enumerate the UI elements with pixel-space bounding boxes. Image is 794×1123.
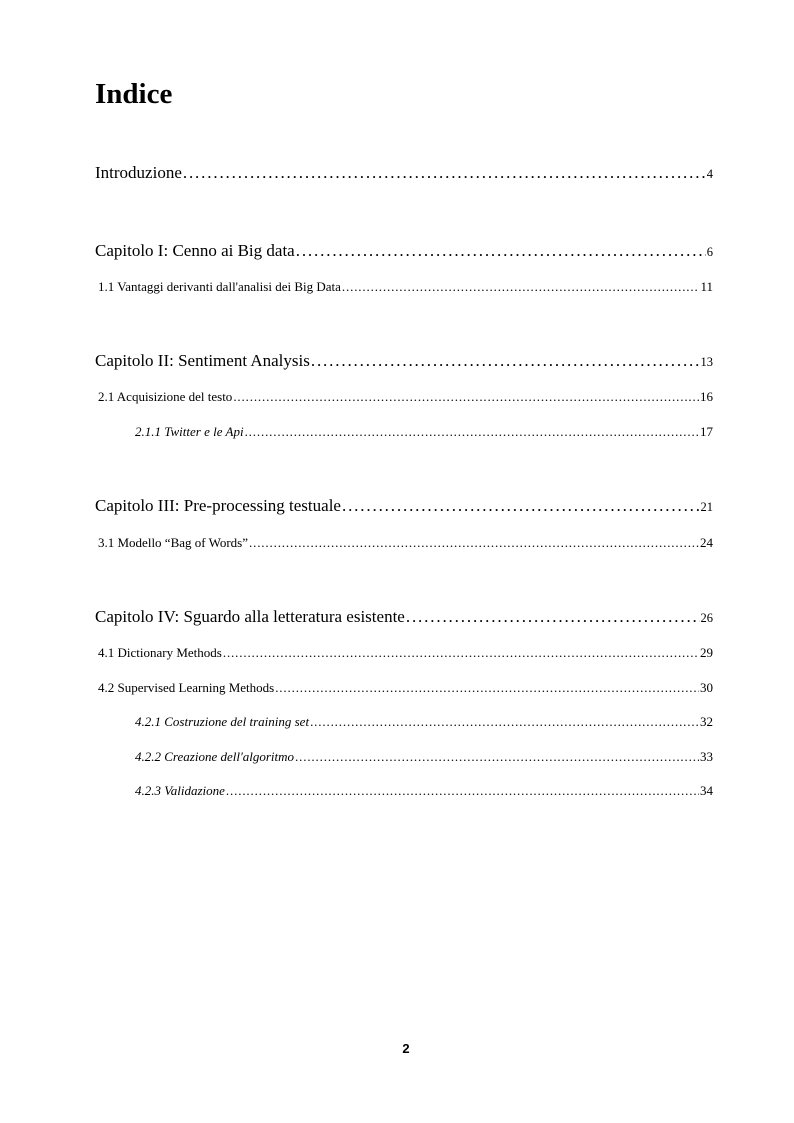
toc-leader [296,241,706,261]
toc-label: Introduzione [95,163,182,182]
toc-entry-subsection-4-2-1[interactable] [135,714,713,730]
toc-label: 4.2 Supervised Learning Methods [98,680,275,695]
toc-label: Capitolo I: Cenno ai Big data [95,241,295,260]
toc-label: 2.1 Acquisizione del testo [98,389,233,404]
toc-leader [342,279,700,295]
toc-entry-subsection-4-2-2[interactable] [135,749,713,765]
toc-label: 1.1 Vantaggi derivanti dall'analisi dei Big Data [98,279,341,294]
toc-leader [223,645,699,661]
toc-page-number: 29 [700,645,713,660]
toc-entry-introduzione[interactable] [95,163,713,184]
toc-page-number: 4 [706,167,713,181]
toc-entry-section-1-1[interactable] [98,279,713,295]
toc-page-number: 6 [706,245,713,259]
toc-entry-chapter-2[interactable] [95,351,713,372]
toc-leader [311,351,700,371]
toc-label: 4.1 Dictionary Methods [98,645,222,660]
toc-page-number: 24 [700,535,713,550]
toc-entry-chapter-3[interactable] [95,496,713,517]
toc-page-number: 13 [700,355,713,369]
toc-leader [342,496,700,516]
toc-label: 3.1 Modello “Bag of Words” [98,535,248,550]
toc-leader [233,389,699,405]
toc-leader [183,163,706,183]
toc-leader [310,714,699,730]
toc-page-number: 16 [700,389,713,404]
toc-label: Capitolo IV: Sguardo alla letteratura esistente [95,607,405,626]
toc-page-number: 32 [700,714,713,729]
toc-page-number: 34 [700,783,713,798]
toc-leader [226,783,699,799]
toc-leader [406,607,700,627]
page-title: Indice [95,78,173,110]
toc-entry-section-4-1[interactable] [98,645,713,661]
toc-leader [249,535,699,551]
toc-label: 2.1.1 Twitter e le Api [135,424,244,439]
toc-page-number: 26 [700,611,713,625]
toc-page-number: 11 [700,279,713,294]
toc-label: Capitolo III: Pre-processing testuale [95,496,341,515]
toc-entry-chapter-4[interactable] [95,607,713,628]
toc-entry-section-3-1[interactable] [98,535,713,551]
toc-label: 4.2.3 Validazione [135,783,225,798]
toc-entry-subsection-2-1-1[interactable] [135,424,713,440]
toc-label: Capitolo II: Sentiment Analysis [95,351,310,370]
toc-label: 4.2.2 Creazione dell'algoritmo [135,749,295,764]
toc-page-number: 17 [700,424,713,439]
toc-leader [245,424,699,440]
toc-page-number: 33 [700,749,713,764]
toc-page-number: 30 [700,680,713,695]
toc-entry-subsection-4-2-3[interactable] [135,783,713,799]
toc-entry-section-2-1[interactable] [98,389,713,405]
toc-leader [295,749,699,765]
toc-page-number: 21 [700,500,713,514]
toc-label: 4.2.1 Costruzione del training set [135,714,310,729]
toc-entry-chapter-1[interactable] [95,241,713,262]
page-number: 2 [402,1041,410,1056]
toc-entry-section-4-2[interactable] [98,680,713,696]
toc-leader [275,680,699,696]
